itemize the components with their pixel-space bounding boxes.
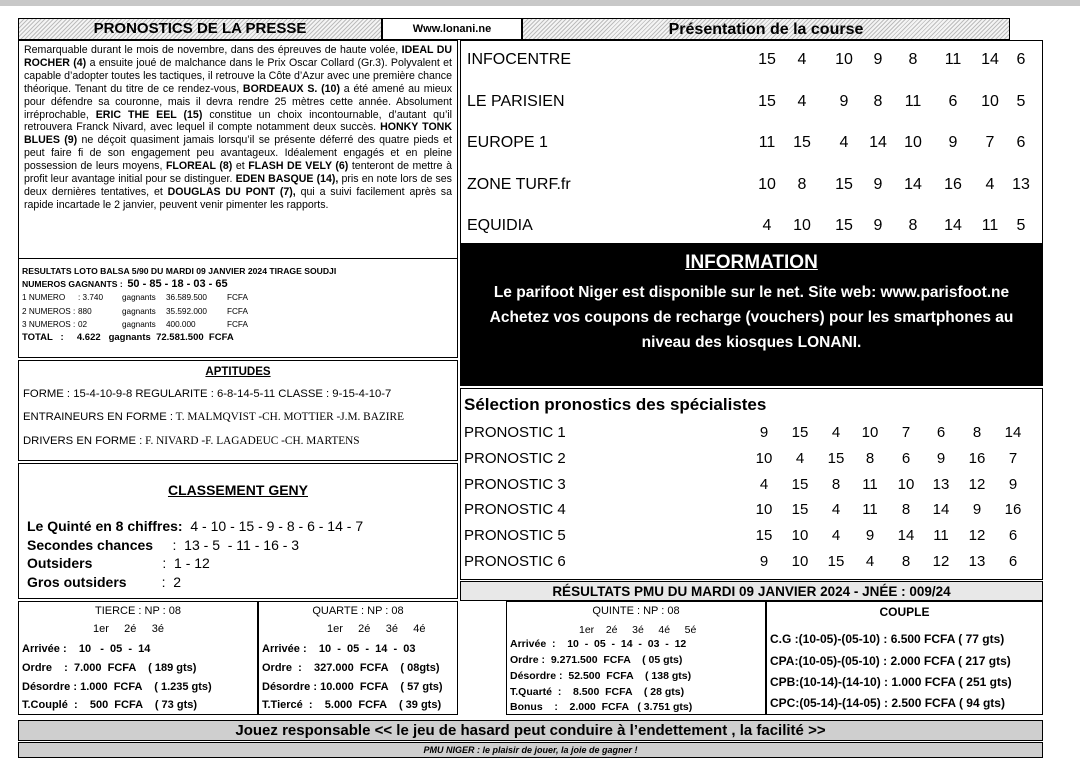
horse-number: 14 bbox=[981, 51, 999, 68]
source-name: LE PARISIEN bbox=[467, 92, 565, 110]
horse-number: 15 bbox=[791, 475, 809, 493]
aptitudes-title: APTITUDES bbox=[205, 366, 271, 378]
geny-value: : 13 - 5 - 11 - 16 - 3 bbox=[153, 536, 300, 553]
quinte-arrival: Arrivée : 10 - 05 - 14 - 03 - 12 bbox=[510, 638, 687, 650]
presentation-row bbox=[467, 93, 1037, 117]
loto-cell: : 3.740 bbox=[78, 293, 104, 303]
article-text: a été amené au mieux pour défendre sa couronne, mais il devra rendre 25 mètres cette année. Absolument irréprochable, bbox=[24, 82, 452, 121]
quarte-order: Ordre : 327.000 FCFA ( 08gts) bbox=[262, 662, 440, 674]
loto-row bbox=[22, 318, 454, 331]
horse-number: 13 bbox=[932, 475, 950, 493]
horse-number: 4 bbox=[839, 134, 849, 151]
horse-number: 9 bbox=[1008, 475, 1018, 493]
pronostic-row bbox=[464, 527, 1039, 549]
tierce-disorder: Désordre : 1.000 FCFA ( 1.235 gts) bbox=[22, 681, 212, 693]
horse-number: 9 bbox=[948, 134, 958, 151]
information-line: Achetez vos coupons de recharge (vouchers) pour les smartphones au bbox=[489, 309, 1014, 326]
article-text: tenteront de mettre à profit leur avantage initial pour se distinguer. bbox=[24, 160, 452, 186]
horse-name: BORDEAUX S. (10) bbox=[242, 82, 340, 95]
source-name: EUROPE 1 bbox=[467, 134, 548, 151]
press-forecast-title: PRONOSTICS DE LA PRESSE bbox=[18, 18, 382, 40]
horse-number: 8 bbox=[908, 51, 918, 68]
race-presentation-table bbox=[460, 40, 1043, 244]
pronostic-name: PRONOSTIC 3 bbox=[464, 475, 566, 493]
quarte-places: 1er 2é 3é 4é bbox=[327, 623, 426, 635]
loto-results bbox=[18, 258, 458, 358]
loto-cell: gagnants bbox=[122, 306, 156, 316]
horse-name: EDEN BASQUE (14), bbox=[235, 173, 339, 186]
geny-title: CLASSEMENT GENY bbox=[167, 482, 308, 498]
presentation-row bbox=[467, 51, 1037, 75]
loto-cell: 36.589.500 bbox=[166, 293, 207, 303]
pmu-results-title: RÉSULTATS PMU DU MARDI 09 JANVIER 2024 - JNÉE : 009/24 bbox=[460, 581, 1043, 601]
horse-number: 8 bbox=[908, 217, 918, 234]
horse-number: 15 bbox=[835, 217, 853, 234]
horse-number: 11 bbox=[862, 475, 878, 493]
horse-number: 4 bbox=[865, 553, 875, 570]
selection-title: Sélection pronostics des spécialistes bbox=[464, 395, 767, 414]
quinte-disorder: Désordre : 52.500 FCFA ( 138 gts) bbox=[510, 670, 692, 682]
source-name: INFOCENTRE bbox=[467, 51, 571, 68]
quinte-results bbox=[506, 601, 766, 715]
article-text: pris en note lors de ses deux dernières tentatives, et bbox=[24, 173, 452, 198]
loto-cell: FCFA bbox=[227, 306, 248, 316]
horse-number: 14 bbox=[944, 217, 962, 234]
horse-number: 11 bbox=[758, 134, 776, 151]
horse-number: 15 bbox=[827, 449, 845, 467]
pmu-slogan: PMU NIGER : le plaisir de jouer, la joie de gagner ! bbox=[18, 742, 1043, 758]
horse-number: 10 bbox=[755, 501, 773, 519]
aptitudes-trainers: ENTRAINEURS EN FORME : T. MALMQVIST -CH. MOTTIER -J.M. BAZIRE bbox=[23, 411, 404, 423]
horse-number: 11 bbox=[862, 501, 878, 519]
geny-label: Le Quinté en 8 chiffres: bbox=[27, 518, 183, 534]
loto-cell: 400.000 bbox=[166, 319, 196, 329]
horse-number: 8 bbox=[873, 92, 883, 110]
pronostic-row bbox=[464, 553, 1039, 575]
article-text: constitue un choix incontournable, d’autant qu’il retrouvera Franck Nivard, avec lequel il compte notamment deux succès. bbox=[24, 108, 453, 134]
geny-value: : 1 - 12 bbox=[92, 555, 210, 571]
horse-number: 9 bbox=[972, 501, 982, 519]
horse-number: 9 bbox=[873, 175, 883, 193]
quarte-arrival: Arrivée : 10 - 05 - 14 - 03 bbox=[262, 643, 416, 655]
presentation-row bbox=[467, 217, 1037, 241]
horse-number: 15 bbox=[835, 175, 853, 193]
horse-number: 4 bbox=[762, 217, 772, 234]
quarte-results bbox=[258, 601, 458, 715]
horse-number: 6 bbox=[936, 424, 946, 441]
tierce-places: 1er 2é 3é bbox=[93, 623, 164, 635]
horse-number: 10 bbox=[904, 134, 922, 151]
horse-name: IDEAL DU ROCHER (4) bbox=[24, 44, 452, 69]
tierce-order: Ordre : 7.000 FCFA ( 189 gts) bbox=[22, 662, 197, 674]
responsible-gaming-banner: Jouez responsable << le jeu de hasard peut conduire à l’endettement , la facilité >> bbox=[18, 720, 1043, 741]
loto-cell: 3 NUMEROS : bbox=[22, 319, 76, 329]
couple-cg: C.G :(10-05)-(05-10) : 6.500 FCFA ( 77 gts) bbox=[770, 632, 1005, 646]
loto-cell: 880 bbox=[78, 306, 92, 316]
horse-number: 7 bbox=[1008, 449, 1018, 467]
horse-number: 10 bbox=[793, 217, 811, 234]
tierce-title: TIERCE : NP : 08 bbox=[95, 605, 181, 617]
horse-number: 16 bbox=[944, 175, 962, 193]
horse-number: 15 bbox=[758, 51, 776, 68]
horse-number: 15 bbox=[791, 424, 809, 441]
horse-number: 10 bbox=[835, 51, 853, 68]
horse-number: 8 bbox=[972, 424, 982, 441]
horse-number: 4 bbox=[985, 175, 995, 193]
tierce-arrival: Arrivée : 10 - 05 - 14 bbox=[22, 643, 151, 655]
horse-number: 10 bbox=[981, 92, 999, 110]
article-text: a ensuite joué de malchance dans le Prix Oscar Collard (Gr.3). Polyvalent et capable d’adopter toutes les tactiques, il retrouve la Côte d’Azur avec une première chance théorique. Tenant du titre de ce rendez-vous, bbox=[24, 56, 452, 95]
article-text: et bbox=[232, 160, 249, 173]
horse-name: FLASH DE VELY (6) bbox=[248, 160, 349, 173]
couple-cpa: CPA:(10-05)-(05-10) : 2.000 FCFA ( 217 gts) bbox=[770, 654, 1011, 668]
quinte-places: 1er 2é 3é 4é 5é bbox=[579, 624, 697, 636]
article-text: ne déçoit quasiment jamais lorsqu’il se présente déferré des quatre pieds et peut faire fi de son engagement peu avantageux. Idéalement engagés et en pleine possession de leurs moyens, bbox=[24, 134, 452, 173]
loto-total: TOTAL : 4.622 gagnants 72.581.500 FCFA bbox=[22, 331, 234, 343]
horse-number: 14 bbox=[869, 134, 887, 151]
article-text: qui a suivi facilement après sa rapide incartade le 2 janvier, peuvent venir pimenter les rapports. bbox=[24, 185, 452, 211]
geny-label: Secondes chances bbox=[27, 536, 154, 553]
geny-row bbox=[27, 537, 299, 553]
horse-number: 4 bbox=[797, 51, 807, 68]
horse-number: 15 bbox=[791, 501, 809, 519]
horse-number: 14 bbox=[1004, 424, 1022, 441]
quinte-order: Ordre : 9.271.500 FCFA ( 05 gts) bbox=[510, 654, 683, 666]
horse-number: 7 bbox=[985, 134, 995, 151]
horse-name: HONKY TONK BLUES (9) bbox=[24, 121, 452, 147]
horse-number: 9 bbox=[759, 553, 769, 570]
specialist-selection bbox=[460, 388, 1043, 580]
horse-number: 13 bbox=[968, 553, 986, 570]
loto-winning-numbers: NUMEROS GAGNANTS : 50 - 85 - 18 - 03 - 65 bbox=[22, 278, 228, 291]
horse-number: 6 bbox=[1008, 527, 1018, 545]
couple-results bbox=[766, 601, 1043, 715]
tierce-couple: T.Couplé : 500 FCFA ( 73 gts) bbox=[22, 699, 198, 711]
information-line: Le parifoot Niger est disponible sur le net. Site web: www.parisfoot.ne bbox=[493, 284, 1010, 301]
pronostic-name: PRONOSTIC 1 bbox=[464, 424, 566, 441]
geny-label: Outsiders bbox=[27, 555, 93, 571]
horse-number: 14 bbox=[897, 527, 915, 545]
horse-number: 7 bbox=[901, 424, 911, 441]
horse-number: 15 bbox=[793, 134, 811, 151]
information-title: INFORMATION bbox=[685, 252, 818, 273]
horse-number: 9 bbox=[936, 449, 946, 467]
horse-number: 8 bbox=[797, 175, 807, 193]
presentation-row bbox=[467, 134, 1037, 158]
geny-row bbox=[27, 518, 363, 534]
horse-number: 14 bbox=[932, 501, 950, 519]
pronostic-row bbox=[464, 501, 1039, 523]
quinte-title: QUINTE : NP : 08 bbox=[592, 605, 680, 617]
aptitudes-panel bbox=[18, 360, 458, 461]
horse-number: 12 bbox=[968, 527, 986, 545]
horse-number: 9 bbox=[865, 527, 875, 545]
horse-number: 9 bbox=[759, 424, 769, 441]
horse-number: 8 bbox=[865, 449, 875, 467]
loto-cell: 35.592.000 bbox=[166, 306, 207, 316]
quarte-disorder: Désordre : 10.000 FCFA ( 57 gts) bbox=[262, 681, 443, 693]
geny-value: : 2 bbox=[126, 573, 182, 590]
information-panel bbox=[460, 244, 1043, 386]
geny-row bbox=[27, 555, 210, 571]
top-divider bbox=[0, 0, 1080, 6]
horse-number: 11 bbox=[904, 92, 922, 110]
horse-number: 4 bbox=[795, 449, 805, 467]
pronostic-row bbox=[464, 424, 1039, 446]
race-presentation-title: Présentation de la course bbox=[522, 18, 1010, 40]
horse-number: 9 bbox=[839, 92, 849, 110]
aptitudes-forme: FORME : 15-4-10-9-8 REGULARITE : 6-8-14-5-11 CLASSE : 9-15-4-10-7 bbox=[23, 388, 392, 400]
source-name: EQUIDIA bbox=[467, 217, 533, 234]
article-text: Remarquable durant le mois de novembre, dans des épreuves de haute volée, bbox=[24, 44, 402, 56]
horse-number: 15 bbox=[755, 527, 773, 545]
pronostic-name: PRONOSTIC 5 bbox=[464, 527, 566, 545]
geny-ranking bbox=[18, 463, 458, 599]
horse-number: 8 bbox=[901, 553, 911, 570]
horse-number: 6 bbox=[901, 449, 911, 467]
loto-row bbox=[22, 305, 454, 318]
horse-number: 6 bbox=[1016, 51, 1026, 68]
quarte-title: QUARTE : NP : 08 bbox=[312, 605, 404, 617]
horse-number: 9 bbox=[873, 217, 883, 234]
horse-number: 8 bbox=[901, 501, 911, 519]
horse-number: 16 bbox=[1004, 501, 1022, 519]
quinte-bonus: Bonus : 2.000 FCFA ( 3.751 gts) bbox=[510, 701, 693, 713]
horse-number: 12 bbox=[932, 553, 950, 570]
website-label: Www.lonani.ne bbox=[382, 18, 522, 40]
horse-number: 15 bbox=[758, 92, 776, 110]
loto-title: RESULTATS LOTO BALSA 5/90 DU MARDI 09 JANVIER 2024 TIRAGE SOUDJI bbox=[22, 266, 337, 276]
loto-cell: 02 bbox=[78, 319, 88, 329]
source-name: ZONE TURF.fr bbox=[467, 175, 571, 193]
horse-number: 10 bbox=[791, 527, 809, 545]
horse-number: 6 bbox=[1008, 553, 1018, 570]
pronostic-row bbox=[464, 450, 1039, 472]
aptitudes-drivers: DRIVERS EN FORME : F. NIVARD -F. LAGADEUC -CH. MARTENS bbox=[23, 435, 360, 447]
horse-number: 11 bbox=[933, 527, 949, 545]
loto-cell: gagnants bbox=[122, 293, 156, 303]
loto-cell: gagnants bbox=[122, 319, 156, 329]
horse-name: ERIC THE EEL (15) bbox=[95, 108, 203, 121]
horse-number: 5 bbox=[1016, 217, 1026, 234]
quarte-tierce: T.Tiercé : 5.000 FCFA ( 39 gts) bbox=[262, 699, 442, 711]
horse-number: 9 bbox=[873, 51, 883, 68]
tierce-results bbox=[18, 601, 258, 715]
couple-title: COUPLE bbox=[879, 605, 930, 619]
horse-number: 4 bbox=[759, 475, 769, 493]
pronostic-name: PRONOSTIC 2 bbox=[464, 449, 566, 467]
quinte-quarte: T.Quarté : 8.500 FCFA ( 28 gts) bbox=[510, 686, 685, 698]
horse-number: 15 bbox=[827, 553, 845, 570]
couple-cpb: CPB:(10-14)-(14-10) : 1.000 FCFA ( 251 gts) bbox=[770, 675, 1012, 689]
presentation-row bbox=[467, 176, 1037, 200]
loto-cell: 1 NUMERO bbox=[22, 293, 66, 303]
loto-cell: FCFA bbox=[227, 293, 248, 303]
loto-row bbox=[22, 291, 454, 304]
horse-name: DOUGLAS DU PONT (7), bbox=[167, 185, 296, 198]
horse-number: 10 bbox=[791, 553, 809, 570]
horse-number: 11 bbox=[944, 51, 962, 68]
loto-cell: 2 NUMEROS : bbox=[22, 306, 76, 316]
horse-number: 4 bbox=[831, 501, 841, 519]
press-article bbox=[18, 40, 458, 258]
horse-number: 6 bbox=[1016, 134, 1026, 151]
horse-number: 14 bbox=[904, 175, 922, 193]
horse-number: 8 bbox=[831, 475, 841, 493]
horse-number: 4 bbox=[797, 92, 807, 110]
couple-cpc: CPC:(05-14)-(14-05) : 2.500 FCFA ( 94 gts) bbox=[770, 696, 1005, 710]
geny-value: 4 - 10 - 15 - 9 - 8 - 6 - 14 - 7 bbox=[182, 518, 364, 534]
horse-number: 5 bbox=[1016, 92, 1026, 110]
horse-name: FLOREAL (8) bbox=[165, 160, 233, 173]
horse-number: 4 bbox=[831, 527, 841, 545]
pronostic-name: PRONOSTIC 4 bbox=[464, 501, 566, 519]
horse-number: 10 bbox=[897, 475, 915, 493]
horse-number: 16 bbox=[968, 449, 986, 467]
geny-row bbox=[27, 574, 181, 590]
horse-number: 4 bbox=[831, 424, 841, 441]
horse-number: 12 bbox=[968, 475, 986, 493]
horse-number: 13 bbox=[1012, 175, 1030, 193]
horse-number: 10 bbox=[758, 175, 776, 193]
pronostic-row bbox=[464, 476, 1039, 498]
horse-number: 11 bbox=[981, 217, 999, 234]
geny-label: Gros outsiders bbox=[27, 573, 127, 590]
horse-number: 10 bbox=[755, 449, 773, 467]
loto-cell: FCFA bbox=[227, 319, 248, 329]
horse-number: 6 bbox=[948, 92, 958, 110]
pronostic-name: PRONOSTIC 6 bbox=[464, 553, 566, 570]
information-line: niveau des kiosques LONANI. bbox=[641, 334, 862, 351]
horse-number: 10 bbox=[861, 424, 879, 441]
